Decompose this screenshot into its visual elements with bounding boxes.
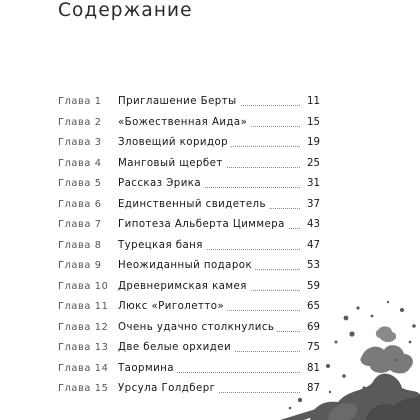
toc-row-3 bbox=[58, 135, 320, 156]
toc-row-6 bbox=[58, 197, 320, 218]
chapter-label: Глава 9 bbox=[58, 260, 102, 271]
chapter-title: Приглашение Берты bbox=[118, 94, 240, 110]
chapter-title: Неожиданный подарок bbox=[118, 258, 255, 274]
page-number: 19 bbox=[300, 135, 320, 151]
toc-row-5 bbox=[58, 176, 320, 197]
page-number: 37 bbox=[300, 197, 320, 213]
chapter-title: «Божественная Аида» bbox=[118, 115, 250, 131]
chapter-label: Глава 6 bbox=[58, 198, 102, 210]
chapter-title: Таормина bbox=[118, 361, 177, 377]
chapter-label: Глава 10 bbox=[58, 280, 109, 292]
chapter-label: Глава 8 bbox=[58, 239, 102, 251]
page-number: 87 bbox=[300, 381, 320, 397]
chapter-title: Древнеримская камея bbox=[118, 279, 250, 295]
chapter-title: Люкс «Риголетто» bbox=[118, 299, 227, 315]
chapter-label: Глава 7 bbox=[58, 219, 102, 230]
chapter-title: Рассказ Эрика bbox=[118, 176, 204, 192]
page-number: 47 bbox=[300, 238, 320, 254]
chapter-label: Глава 15 bbox=[58, 383, 109, 394]
page-number: 59 bbox=[300, 279, 320, 295]
chapter-title: Две белые орхидеи bbox=[118, 340, 234, 356]
chapter-label: Глава 4 bbox=[58, 157, 102, 169]
page-number: 75 bbox=[300, 340, 320, 356]
chapter-label: Глава 12 bbox=[58, 321, 109, 333]
chapter-title: Зловещий коридор bbox=[118, 135, 231, 151]
page-title: Содержание bbox=[58, 0, 193, 21]
page-number: 69 bbox=[300, 320, 320, 336]
chapter-title: Очень удачно столкнулись bbox=[118, 320, 277, 336]
chapter-label: Глава 5 bbox=[58, 178, 102, 189]
toc-row-7 bbox=[58, 217, 320, 238]
page-number: 31 bbox=[300, 176, 320, 192]
chapter-label: Глава 11 bbox=[58, 301, 109, 312]
page-number: 15 bbox=[300, 115, 320, 131]
ink-splatter-decoration bbox=[270, 296, 420, 420]
page-number: 81 bbox=[300, 361, 320, 377]
chapter-label: Глава 13 bbox=[58, 342, 109, 353]
page-number: 11 bbox=[300, 94, 320, 110]
chapter-title: Единственный свидетель bbox=[118, 197, 269, 213]
chapter-title: Турецкая баня bbox=[118, 238, 206, 254]
toc-row-4 bbox=[58, 156, 320, 177]
chapter-label: Глава 1 bbox=[58, 96, 102, 107]
toc-row-1 bbox=[58, 94, 320, 115]
toc-row-9 bbox=[58, 258, 320, 279]
chapter-title: Урсула Голдберг bbox=[118, 381, 218, 397]
chapter-label: Глава 2 bbox=[58, 116, 102, 128]
page-number: 53 bbox=[300, 258, 320, 274]
toc-row-8 bbox=[58, 238, 320, 259]
page-number: 65 bbox=[300, 299, 320, 315]
chapter-label: Глава 14 bbox=[58, 362, 109, 374]
chapter-label: Глава 3 bbox=[58, 137, 102, 148]
chapter-title: Гипотеза Альберта Циммера bbox=[118, 217, 288, 233]
page-number: 25 bbox=[300, 156, 320, 172]
page-number: 43 bbox=[300, 217, 320, 233]
toc-row-2 bbox=[58, 115, 320, 136]
chapter-title: Манговый щербет bbox=[118, 156, 226, 172]
